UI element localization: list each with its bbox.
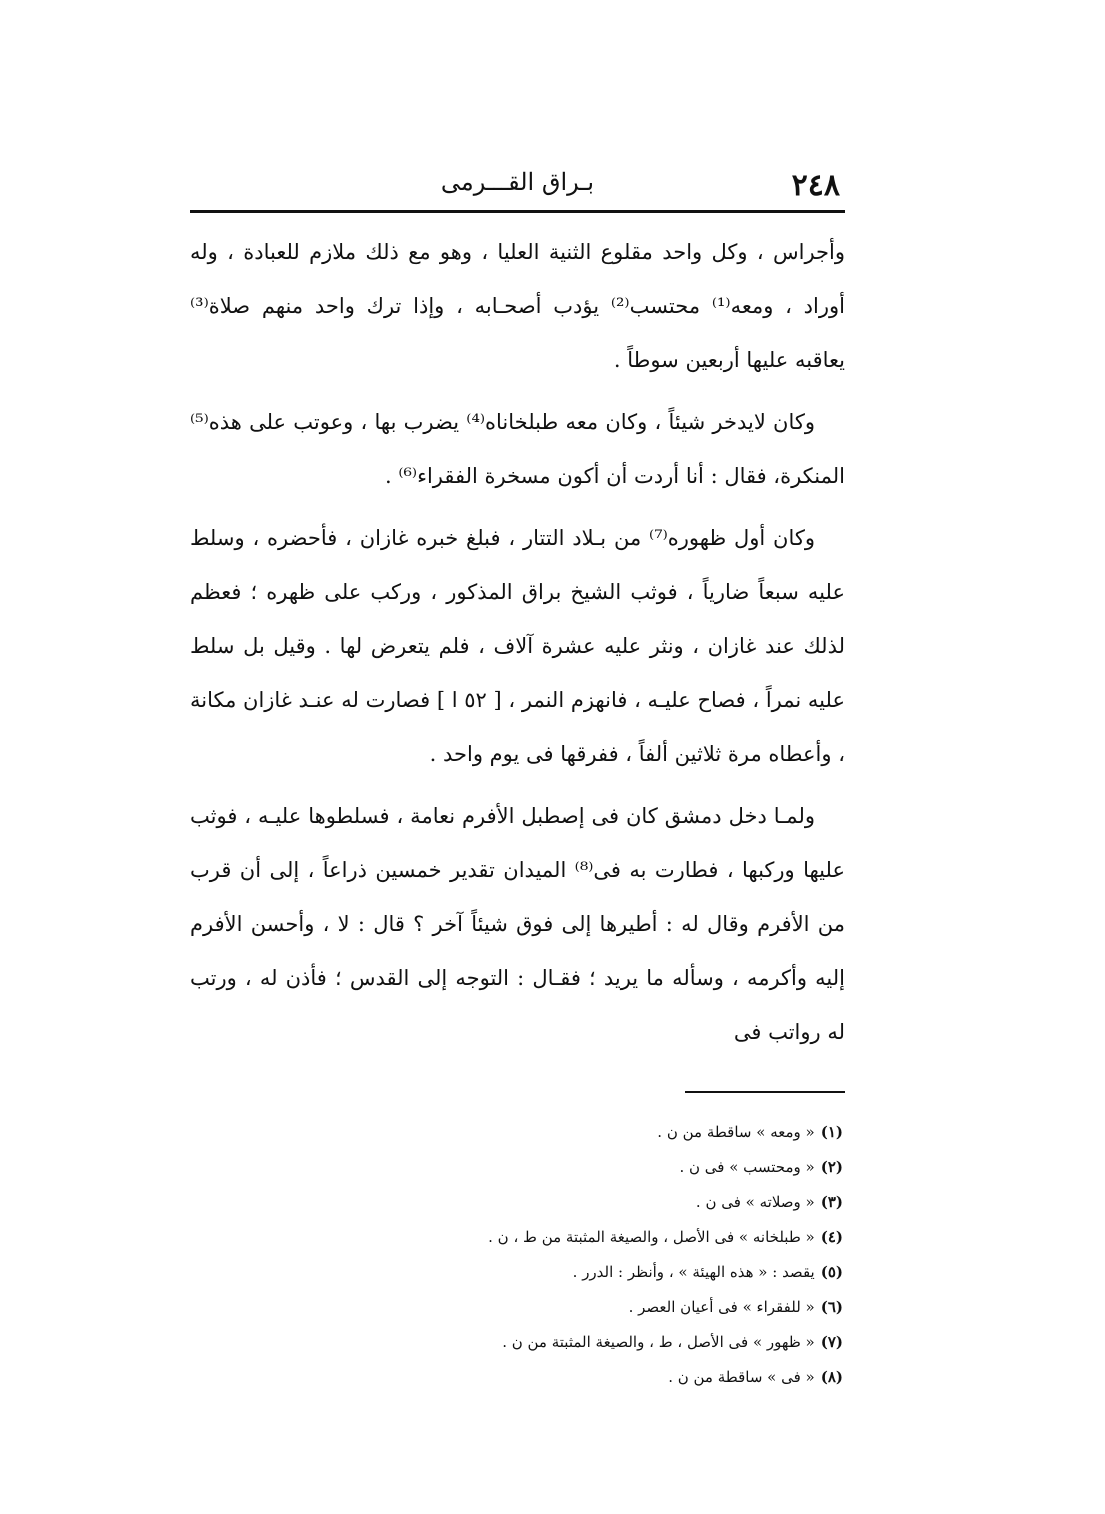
footnote: [190, 1325, 843, 1360]
footnote-text: « فى » ساقطة من ن .: [668, 1368, 815, 1386]
footnote-text: « ومحتسب » فى ن .: [679, 1158, 815, 1176]
page-number: ٢٤٨: [791, 168, 840, 203]
page-header: [190, 160, 845, 213]
footnote-text: « وصلاته » فى ن .: [695, 1193, 815, 1211]
footnote-number: (١): [820, 1123, 843, 1141]
main-text: [190, 225, 845, 1059]
footnote: [190, 1115, 843, 1150]
book-page: [190, 160, 845, 1395]
footnote-text: « ظهور » فى الأصل ، ط ، والصيغة المثبتة من ن .: [502, 1333, 815, 1351]
footnote-text: يقصد : « هذه الهيئة » ، وأنظر : الدرر .: [572, 1263, 815, 1281]
footnote-number: (٢): [820, 1158, 843, 1176]
footnote: [190, 1360, 843, 1395]
paragraph: وكان أول ظهوره⁽⁷⁾ من بـلاد التتار ، فبلغ خبره غازان ، فأحضره ، وسلط عليه سبعاً ضارياً ، فوثب الشيخ براق المذكور ، وركب على ظهره ؛ فعظم لذلك عند غازان ، ونثر عليه عشرة آلاف ، فلم يتعرض لها . وقيل بل سلط عليه نمراً ، فصاح عليـه ، فانهزم النمر ، [ ٥٢ ا ] فصارت له عنـد غازان مكانة ، وأعطاه مرة ثلاثين ألفاً ، ففرقها فى يوم واحد .: [190, 526, 846, 766]
footnotes: [190, 1115, 845, 1395]
footnote: [190, 1150, 843, 1185]
footnote-number: (٥): [820, 1263, 843, 1281]
footnote-number: (٣): [820, 1193, 843, 1211]
footnote-number: (٨): [820, 1368, 843, 1386]
footnote-number: (٧): [820, 1333, 843, 1351]
footnote-text: « ومعه » ساقطة من ن .: [657, 1123, 815, 1141]
footnote: [190, 1220, 843, 1255]
footnote-number: (٦): [820, 1298, 843, 1316]
footnote: [190, 1255, 843, 1290]
footnote-divider: [685, 1091, 845, 1093]
footnote-text: « للفقراء » فى أعيان العصر .: [628, 1298, 815, 1316]
footnote-text: « طبلخانه » فى الأصل ، والصيغة المثبتة من ط ، ن .: [488, 1228, 815, 1246]
footnote-number: (٤): [820, 1228, 843, 1246]
paragraph: وكان لايدخر شيئاً ، وكان معه طبلخاناه⁽⁴⁾ يضرب بها ، وعوتب على هذه⁽⁵⁾ المنكرة، فقال : أنا أردت أن أكون مسخرة الفقراء⁽⁶⁾ .: [190, 410, 845, 488]
footnote: [190, 1185, 843, 1220]
paragraph: ولمـا دخل دمشق كان فى إصطبل الأفرم نعامة ، فسلطوها عليـه ، فوثب عليها وركبها ، فطارت به فى⁽⁸⁾ الميدان تقدير خمسين ذراعاً ، إلى أن قرب من الأفرم وقال له : أطيرها إلى فوق شيئاً آخر ؟ قال : لا ، وأحسن الأفرم إليه وأكرمه ، وسأله ما يريد ؛ فقـال : التوجه إلى القدس ؛ فأذن له ، ورتب له رواتب فى: [190, 804, 845, 1044]
paragraph: وأجراس ، وكل واحد مقلوع الثنية العليا ، وهو مع ذلك ملازم للعبادة ، وله أوراد ، ومعه⁽¹⁾ محتسب⁽²⁾ يؤدب أصحـابه ، وإذا ترك واحد منهم صلاة⁽³⁾ يعاقبه عليها أربعين سوطاً .: [190, 240, 845, 372]
footnote: [190, 1290, 843, 1325]
running-title: بـراق القـــرمى: [440, 168, 595, 196]
